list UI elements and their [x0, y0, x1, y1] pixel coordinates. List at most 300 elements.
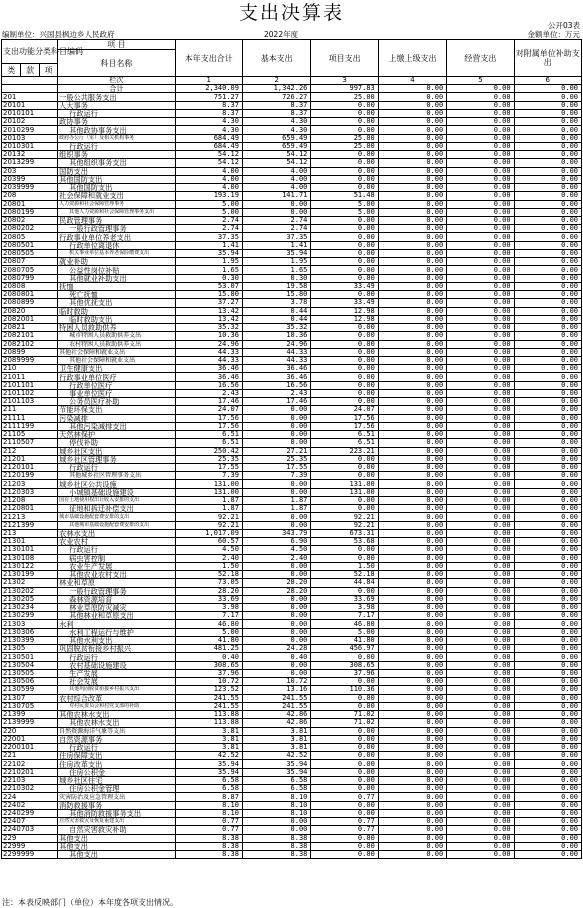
- total-row: [2, 85, 582, 93]
- cell-value: 0.00: [378, 686, 446, 694]
- cell-value: 684.49: [175, 134, 242, 142]
- header-lanci: 栏次: [58, 77, 175, 85]
- cell-value: 2.40: [242, 554, 310, 562]
- subject-name: 水利工程运行与维护: [58, 628, 175, 636]
- cell-value: 0.00: [447, 315, 514, 323]
- subject-code: 2101103: [2, 398, 58, 406]
- cell-value: 0.00: [514, 620, 581, 628]
- cell-value: 0.00: [447, 669, 514, 677]
- cell-value: 0.00: [447, 678, 514, 686]
- cell-value: 3.81: [242, 743, 310, 751]
- subject-code: 2111199: [2, 422, 58, 430]
- subject-name: 其他农林水支出: [58, 719, 175, 727]
- subject-name: 农林水支出: [58, 529, 175, 537]
- col-num: 6: [514, 77, 581, 85]
- subject-code: 211: [2, 406, 58, 414]
- cell-value: 7.39: [175, 472, 242, 480]
- subject-name: 公务员医疗补助: [58, 398, 175, 406]
- cell-value: 0.00: [378, 604, 446, 612]
- cell-value: 308.65: [175, 661, 242, 669]
- cell-value: 0.00: [378, 381, 446, 389]
- cell-value: 92.21: [175, 521, 242, 529]
- cell-value: 35.94: [242, 249, 310, 257]
- cell-value: 0.00: [311, 249, 378, 257]
- cell-value: 2.74: [242, 216, 310, 224]
- cell-value: 0.00: [242, 661, 310, 669]
- cell-value: 24.07: [311, 406, 378, 414]
- cell-value: 0.00: [242, 208, 310, 216]
- cell-value: 51.48: [311, 192, 378, 200]
- subject-name: 生产发展: [58, 669, 175, 677]
- cell-value: 52.18: [175, 571, 242, 579]
- cell-value: 6.51: [175, 439, 242, 447]
- cell-value: 0.00: [378, 776, 446, 784]
- cell-value: 0.00: [378, 562, 446, 570]
- cell-value: 0.00: [311, 398, 378, 406]
- header-lei: 类: [2, 64, 21, 77]
- subject-name: 行政运行: [58, 142, 175, 150]
- cell-value: 0.77: [175, 818, 242, 826]
- subject-code: 2130599: [2, 686, 58, 694]
- header-project: 项目支出: [311, 40, 378, 77]
- cell-value: 7.17: [175, 612, 242, 620]
- cell-value: 0.00: [378, 324, 446, 332]
- cell-value: 0.00: [378, 628, 446, 636]
- cell-value: 24.96: [175, 340, 242, 348]
- subject-name: 巩固脱贫衔接乡村振兴: [58, 645, 175, 653]
- cell-value: 0.00: [514, 612, 581, 620]
- cell-value: 2.74: [242, 225, 310, 233]
- subject-code: 21203: [2, 480, 58, 488]
- cell-value: 223.21: [311, 447, 378, 455]
- subject-name: 民政管理事务: [58, 216, 175, 224]
- cell-value: 0.00: [378, 620, 446, 628]
- subject-code: 2082001: [2, 315, 58, 323]
- amount-unit: 金额单位：万元: [527, 30, 580, 39]
- subject-code: 21302: [2, 579, 58, 587]
- subject-code: 21399: [2, 711, 58, 719]
- table-row: [2, 513, 582, 521]
- cell-value: 0.00: [447, 826, 514, 834]
- cell-value: 0.00: [378, 752, 446, 760]
- cell-value: 42.86: [242, 711, 310, 719]
- cell-value: 42.52: [175, 752, 242, 760]
- cell-value: 35.94: [175, 768, 242, 776]
- subject-name: 其他国防支出: [58, 184, 175, 192]
- cell-value: 0.00: [378, 422, 446, 430]
- cell-value: 0.00: [447, 389, 514, 397]
- cell-value: 0.00: [242, 513, 310, 521]
- cell-value: 456.97: [311, 645, 378, 653]
- cell-value: 0.00: [378, 282, 446, 290]
- cell-value: 0.00: [311, 175, 378, 183]
- header-item: 项 目: [58, 40, 175, 50]
- subject-name: 社会发展: [58, 678, 175, 686]
- subject-code: 22102: [2, 760, 58, 768]
- cell-value: 35.32: [242, 324, 310, 332]
- cell-value: 0.00: [311, 768, 378, 776]
- subject-code: 2130501: [2, 653, 58, 661]
- header-subsidy: 对附属单位补助支出: [514, 40, 581, 77]
- cell-value: 36.46: [175, 365, 242, 373]
- subject-code: 2010301: [2, 142, 58, 150]
- header-kuan: 款: [21, 64, 39, 77]
- cell-value: 0.00: [378, 661, 446, 669]
- cell-value: 4.30: [242, 126, 310, 134]
- cell-value: 131.00: [311, 488, 378, 496]
- cell-value: 3.78: [242, 299, 310, 307]
- subject-name: 自然灾害救灾及恢复重建支出: [58, 818, 175, 826]
- cell-value: 0.00: [514, 554, 581, 562]
- cell-value: 0.00: [378, 579, 446, 587]
- cell-value: 0.00: [514, 348, 581, 356]
- table-row: [2, 233, 582, 241]
- cell-value: 0.00: [447, 686, 514, 694]
- subject-name: 其他城乡社区管理事务支出: [58, 472, 175, 480]
- cell-value: 44.33: [242, 356, 310, 364]
- cell-value: 0.00: [447, 340, 514, 348]
- cell-value: 0.00: [378, 356, 446, 364]
- cell-value: 0.00: [447, 365, 514, 373]
- subject-code: 21213: [2, 513, 58, 521]
- subject-code: 2080199: [2, 208, 58, 216]
- cell-value: 193.19: [175, 192, 242, 200]
- cell-value: 0.00: [378, 315, 446, 323]
- cell-value: 5.00: [175, 200, 242, 208]
- cell-value: 0.00: [514, 727, 581, 735]
- cell-value: 0.00: [447, 809, 514, 817]
- cell-value: 0.00: [447, 126, 514, 134]
- cell-value: 2.74: [175, 216, 242, 224]
- cell-value: 659.49: [242, 134, 310, 142]
- cell-value: 0.00: [311, 785, 378, 793]
- cell-value: 0.00: [378, 274, 446, 282]
- col-num: 2: [242, 77, 310, 85]
- subject-code: 2082102: [2, 340, 58, 348]
- cell-value: 25.00: [311, 142, 378, 150]
- subject-name: 组织事务: [58, 151, 175, 159]
- subject-name: 城市特困人员救助供养支出: [58, 332, 175, 340]
- subject-code: 20102: [2, 118, 58, 126]
- cell-value: 0.00: [311, 167, 378, 175]
- subject-code: 21111: [2, 414, 58, 422]
- cell-value: 28.20: [175, 587, 242, 595]
- cell-value: 0.00: [447, 612, 514, 620]
- subject-code: 20808: [2, 282, 58, 290]
- subject-code: 2240703: [2, 826, 58, 834]
- cell-value: 17.56: [311, 422, 378, 430]
- cell-value: 0.00: [447, 324, 514, 332]
- subject-code: 2089999: [2, 356, 58, 364]
- cell-value: 0.00: [378, 735, 446, 743]
- cell-value: 36.46: [175, 373, 242, 381]
- cell-value: 17.55: [242, 464, 310, 472]
- cell-value: 0.00: [378, 809, 446, 817]
- table-row: [2, 126, 582, 134]
- table-row: [2, 373, 582, 381]
- cell-value: 8.37: [242, 101, 310, 109]
- cell-value: 0.00: [447, 307, 514, 315]
- cell-value: 250.42: [175, 447, 242, 455]
- cell-value: 0.00: [311, 752, 378, 760]
- cell-value: 0.00: [514, 669, 581, 677]
- cell-value: 17.56: [311, 414, 378, 422]
- cell-value: 8.37: [175, 109, 242, 117]
- cell-value: 37.96: [175, 669, 242, 677]
- cell-value: 8.10: [175, 801, 242, 809]
- cell-value: 241.55: [242, 702, 310, 710]
- cell-value: 0.00: [514, 842, 581, 850]
- cell-value: 0.00: [514, 851, 581, 859]
- subject-code: 20807: [2, 258, 58, 266]
- cell-value: 1.41: [175, 241, 242, 249]
- cell-value: 0.00: [447, 299, 514, 307]
- cell-value: 16.56: [242, 381, 310, 389]
- cell-value: 0.00: [378, 175, 446, 183]
- cell-value: 0.00: [378, 398, 446, 406]
- cell-value: 8.38: [242, 851, 310, 859]
- subject-name: 事业单位医疗: [58, 389, 175, 397]
- subject-name: 农村基础设施建设: [58, 661, 175, 669]
- cell-value: 0.00: [378, 258, 446, 266]
- subject-name: 城乡社区住宅: [58, 776, 175, 784]
- cell-value: 37.35: [175, 233, 242, 241]
- cell-value: 0.00: [447, 735, 514, 743]
- cell-value: 0.00: [447, 480, 514, 488]
- cell-value: 15.80: [175, 291, 242, 299]
- cell-value: 0.00: [311, 258, 378, 266]
- cell-value: 0.00: [242, 200, 310, 208]
- cell-value: 0.00: [447, 208, 514, 216]
- cell-value: 5.00: [311, 208, 378, 216]
- cell-value: 0.00: [378, 505, 446, 513]
- cell-value: 0.00: [311, 472, 378, 480]
- subject-code: 2120303: [2, 488, 58, 496]
- cell-value: 44.33: [242, 348, 310, 356]
- subject-code: 21307: [2, 694, 58, 702]
- cell-value: 997.83: [311, 85, 378, 93]
- cell-value: 25.00: [311, 93, 378, 101]
- cell-value: 54.12: [242, 159, 310, 167]
- subject-name: 行政事业单位医疗: [58, 373, 175, 381]
- cell-value: 0.00: [514, 373, 581, 381]
- cell-value: 0.00: [311, 109, 378, 117]
- cell-value: 0.00: [378, 587, 446, 595]
- cell-value: 7.17: [311, 612, 378, 620]
- cell-value: 0.00: [378, 768, 446, 776]
- cell-value: 0.00: [447, 101, 514, 109]
- cell-value: 726.27: [242, 93, 310, 101]
- subject-name: 其他人力资源和社会保障管理事务支出: [58, 208, 175, 216]
- table-row: [2, 472, 582, 480]
- cell-value: 1,017.09: [175, 529, 242, 537]
- subject-code: 2130306: [2, 628, 58, 636]
- subject-code: 208: [2, 192, 58, 200]
- cell-value: 0.00: [514, 760, 581, 768]
- cell-value: 0.00: [378, 743, 446, 751]
- cell-value: 2.43: [242, 389, 310, 397]
- col-num: 5: [447, 77, 514, 85]
- subject-name: 其他社会保障和就业支出: [58, 348, 175, 356]
- cell-value: 0.77: [311, 818, 378, 826]
- cell-value: 12.98: [311, 315, 378, 323]
- cell-value: 0.00: [378, 669, 446, 677]
- cell-value: 0.00: [378, 101, 446, 109]
- subject-code: 2121399: [2, 521, 58, 529]
- subject-name: 其他支出: [58, 851, 175, 859]
- cell-value: 8.10: [242, 793, 310, 801]
- subject-code: 2130234: [2, 604, 58, 612]
- cell-value: 4.00: [242, 175, 310, 183]
- cell-value: 4.00: [242, 184, 310, 192]
- subject-code: 2130299: [2, 612, 58, 620]
- cell-value: 0.00: [378, 299, 446, 307]
- subject-code: 2010101: [2, 109, 58, 117]
- cell-value: 0.00: [447, 694, 514, 702]
- cell-value: 0.00: [447, 348, 514, 356]
- cell-value: 0.00: [242, 562, 310, 570]
- subject-name: 其他政协事务支出: [58, 126, 175, 134]
- subject-name: 人大事务: [58, 101, 175, 109]
- cell-value: 0.00: [514, 653, 581, 661]
- subject-name: 死亡抚恤: [58, 291, 175, 299]
- cell-value: 0.00: [447, 274, 514, 282]
- cell-value: 241.55: [242, 694, 310, 702]
- footnote: 注：本表反映部门（单位）本年度各项支出情况。: [2, 898, 178, 907]
- cell-value: 0.00: [447, 620, 514, 628]
- cell-value: 0.00: [514, 151, 581, 159]
- cell-value: 0.00: [447, 752, 514, 760]
- cell-value: 0.00: [447, 472, 514, 480]
- subject-code: 2080705: [2, 266, 58, 274]
- cell-value: 0.00: [242, 818, 310, 826]
- cell-value: 0.00: [447, 200, 514, 208]
- cell-value: 0.00: [514, 142, 581, 150]
- subject-name: 其他消防救援事务支出: [58, 809, 175, 817]
- cell-value: 24.28: [242, 645, 310, 653]
- cell-value: 0.00: [378, 455, 446, 463]
- table-row: [2, 365, 582, 373]
- subject-code: 2080801: [2, 291, 58, 299]
- cell-value: 0.00: [378, 818, 446, 826]
- cell-value: 0.00: [514, 101, 581, 109]
- cell-value: 28.20: [242, 587, 310, 595]
- subject-code: 2101102: [2, 389, 58, 397]
- subject-code: 20821: [2, 324, 58, 332]
- cell-value: 0.00: [514, 785, 581, 793]
- cell-value: 0.77: [311, 826, 378, 834]
- cell-value: 0.00: [311, 266, 378, 274]
- cell-value: 0.00: [514, 562, 581, 570]
- cell-value: 0.00: [447, 258, 514, 266]
- cell-value: 2,340.09: [175, 85, 242, 93]
- cell-value: 0.00: [311, 340, 378, 348]
- cell-value: 0.00: [378, 365, 446, 373]
- cell-value: 0.00: [514, 711, 581, 719]
- cell-value: 8.37: [175, 101, 242, 109]
- subject-code: 210: [2, 365, 58, 373]
- cell-value: 0.00: [378, 389, 446, 397]
- table-row: [2, 93, 582, 101]
- cell-value: 0.77: [175, 826, 242, 834]
- subject-name: 污染减排: [58, 414, 175, 422]
- subject-code: 21301: [2, 538, 58, 546]
- subject-name: 其他就业补助支出: [58, 274, 175, 282]
- subject-code: 2130506: [2, 678, 58, 686]
- cell-value: 92.21: [311, 521, 378, 529]
- cell-value: 0.00: [447, 332, 514, 340]
- cell-value: 0.00: [378, 801, 446, 809]
- cell-value: 0.00: [447, 85, 514, 93]
- cell-value: 1.50: [311, 562, 378, 570]
- cell-value: 0.00: [378, 431, 446, 439]
- cell-value: 0.00: [447, 175, 514, 183]
- table-row: [2, 727, 582, 735]
- subject-name: 林业草原防灾减灾: [58, 604, 175, 612]
- cell-value: 0.00: [514, 356, 581, 364]
- cell-value: 2.74: [175, 225, 242, 233]
- cell-value: 5.00: [311, 628, 378, 636]
- cell-value: 0.00: [311, 159, 378, 167]
- cell-value: 36.46: [242, 365, 310, 373]
- cell-value: 6.58: [175, 776, 242, 784]
- subject-code: 2240299: [2, 809, 58, 817]
- table-row: [2, 340, 582, 348]
- cell-value: 0.00: [311, 801, 378, 809]
- cell-value: 0.00: [514, 291, 581, 299]
- cell-value: 0.00: [378, 151, 446, 159]
- cell-value: 0.00: [447, 356, 514, 364]
- subject-name: 国有土地使用权出让收入安排的支出: [58, 496, 175, 504]
- subject-code: 22402: [2, 801, 58, 809]
- cell-value: 25.00: [311, 134, 378, 142]
- subject-name: 社会保障和就业支出: [58, 192, 175, 200]
- subject-name: 住房公积金管理: [58, 785, 175, 793]
- cell-value: 0.00: [447, 554, 514, 562]
- table-row: [2, 793, 582, 801]
- subject-name: 其他优抚支出: [58, 299, 175, 307]
- subject-code: 220: [2, 727, 58, 735]
- subject-name: 抚恤: [58, 282, 175, 290]
- cell-value: 4.30: [175, 126, 242, 134]
- cell-value: 0.00: [514, 414, 581, 422]
- cell-value: 35.94: [242, 768, 310, 776]
- cell-value: 0.00: [447, 398, 514, 406]
- cell-value: 6.90: [242, 538, 310, 546]
- cell-value: 0.00: [311, 101, 378, 109]
- cell-value: 0.00: [514, 628, 581, 636]
- subject-code: 2130505: [2, 669, 58, 677]
- table-row: [2, 266, 582, 274]
- subject-code: 2130101: [2, 546, 58, 554]
- cell-value: 0.44: [242, 307, 310, 315]
- cell-value: 0.00: [514, 694, 581, 702]
- cell-value: 37.96: [311, 669, 378, 677]
- cell-value: 0.00: [311, 151, 378, 159]
- subject-code: 2101101: [2, 381, 58, 389]
- cell-value: 0.00: [242, 521, 310, 529]
- cell-value: 53.68: [311, 538, 378, 546]
- cell-value: 0.00: [447, 109, 514, 117]
- cell-value: 0.00: [514, 381, 581, 389]
- cell-value: 0.00: [514, 661, 581, 669]
- cell-value: 0.00: [514, 768, 581, 776]
- cell-value: 0.77: [311, 793, 378, 801]
- cell-value: 0.00: [514, 743, 581, 751]
- cell-value: 0.00: [514, 579, 581, 587]
- cell-value: 0.00: [447, 529, 514, 537]
- cell-value: 8.38: [242, 834, 310, 842]
